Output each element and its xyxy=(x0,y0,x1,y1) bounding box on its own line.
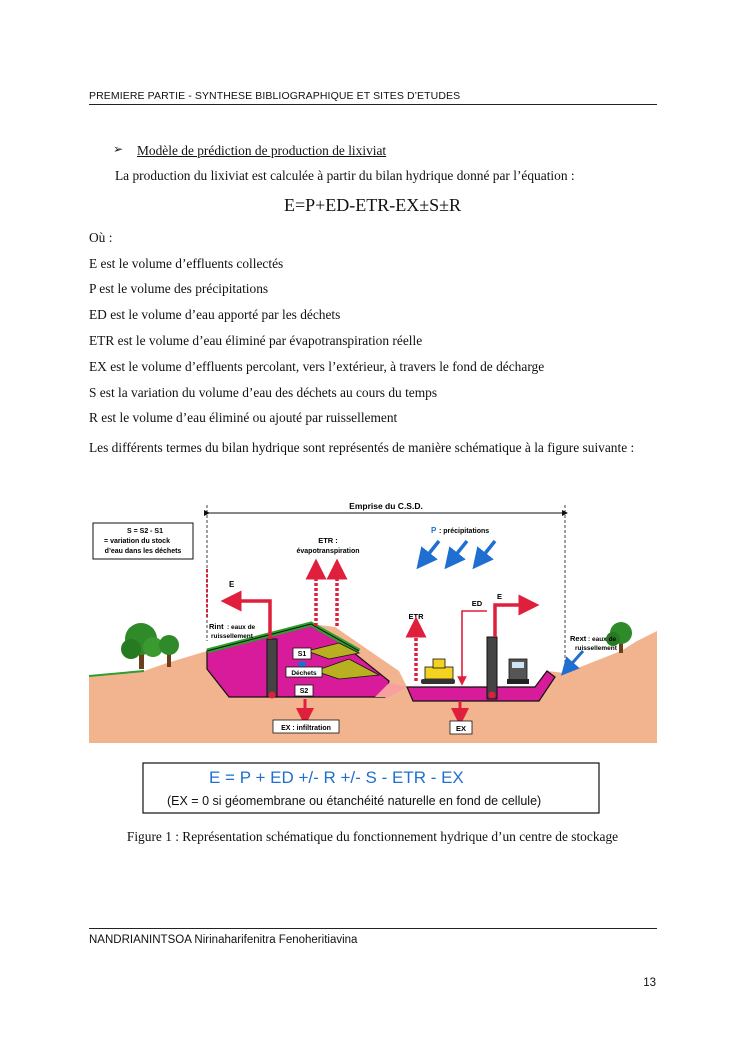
where-label: Où : xyxy=(89,230,113,245)
water-balance-equation: E=P+ED-ETR-EX±S±R xyxy=(283,195,462,215)
s2-label: S2 xyxy=(299,688,309,695)
rain-arrow-1 xyxy=(423,541,439,561)
svg-text:: eaux de: : eaux de xyxy=(588,636,617,643)
definition-p: P est le volume des précipitations xyxy=(89,281,269,296)
svg-text:ruissellement: ruissellement xyxy=(575,645,617,652)
definition-e: E est le volume d’effluents collectés xyxy=(89,256,284,271)
equation-note: (EX = 0 si géomembrane ou étanchéité naturelle en fond de cellule) xyxy=(167,794,542,808)
bulldozer-icon xyxy=(421,659,455,684)
ed-arrow xyxy=(462,611,487,681)
definition-ed: ED est le volume d’eau apporté par les déchets xyxy=(89,307,341,322)
definition-r: R est le volume d’eau éliminé ou ajouté par ruissellement xyxy=(89,410,398,425)
e-arrow-right xyxy=(495,605,529,637)
definition-ex: EX est le volume d’effluents percolant, vers l’extérieur, à travers le fond de décharge xyxy=(89,359,545,374)
ex-infiltration-label: EX : infiltration xyxy=(281,725,331,732)
figure-intro: Les différents termes du bilan hydrique sont représentés de manière schématique à la figure suivante : xyxy=(89,440,635,455)
equation-main: E = P + ED +/- R +/- S - ETR - EX xyxy=(209,768,464,787)
rext-arrow xyxy=(567,651,583,669)
truck-icon xyxy=(507,659,529,684)
svg-text:P: P xyxy=(431,526,437,535)
svg-text:E: E xyxy=(229,580,235,589)
svg-text:S = S2 - S1: S = S2 - S1 xyxy=(127,528,163,535)
ex-label: EX xyxy=(455,724,467,733)
svg-text:E: E xyxy=(497,592,503,601)
s1-label: S1 xyxy=(297,651,307,658)
svg-text:= variation du stock: = variation du stock xyxy=(104,538,170,545)
svg-text:ETR: ETR xyxy=(408,612,424,621)
svg-text:ruissellement: ruissellement xyxy=(211,633,253,640)
trees-left-icon xyxy=(121,623,179,669)
dechets-label: Déchets xyxy=(291,670,317,677)
definition-s: S est la variation du volume d’eau des déchets au cours du temps xyxy=(89,385,438,400)
rain-arrow-2 xyxy=(451,541,467,561)
bullet-arrow-icon: ➢ xyxy=(113,142,124,156)
landfill-water-balance-figure xyxy=(89,491,657,823)
svg-text:: eaux de: : eaux de xyxy=(227,624,256,631)
svg-text:Rext: Rext xyxy=(570,634,587,643)
section-title: Modèle de prédiction de production de lixiviat xyxy=(137,143,387,158)
definition-etr: ETR est le volume d’eau éliminé par évapotranspiration réelle xyxy=(89,333,423,348)
intro-text: La production du lixiviat est calculée à partir du bilan hydrique donné par l’équation : xyxy=(115,168,575,183)
rain-arrow-3 xyxy=(479,541,495,561)
page-footer: NANDRIANINTSOA Nirinaharifenitra Fenoheritiavina xyxy=(89,928,657,946)
svg-text:: précipitations: : précipitations xyxy=(439,528,490,535)
svg-text:d’eau dans les déchets: d’eau dans les déchets xyxy=(104,548,182,555)
figure-caption: Figure 1 : Représentation schématique du fonctionnement hydrique d’un centre de stockage xyxy=(126,829,619,844)
svg-text:ED: ED xyxy=(471,599,483,608)
drain-pipe-left xyxy=(267,639,277,697)
svg-text:ETR :: ETR : xyxy=(318,536,338,545)
page-number: 13 xyxy=(643,977,656,989)
page-header: PREMIERE PARTIE - SYNTHESE BIBLIOGRAPHIQUE ET SITES D’ETUDES xyxy=(89,90,657,105)
emprise-label: Emprise du C.S.D. xyxy=(349,501,423,511)
svg-text:évapotranspiration: évapotranspiration xyxy=(296,548,360,555)
svg-text:Rint: Rint xyxy=(209,622,224,631)
drain-pipe-right xyxy=(487,637,497,699)
